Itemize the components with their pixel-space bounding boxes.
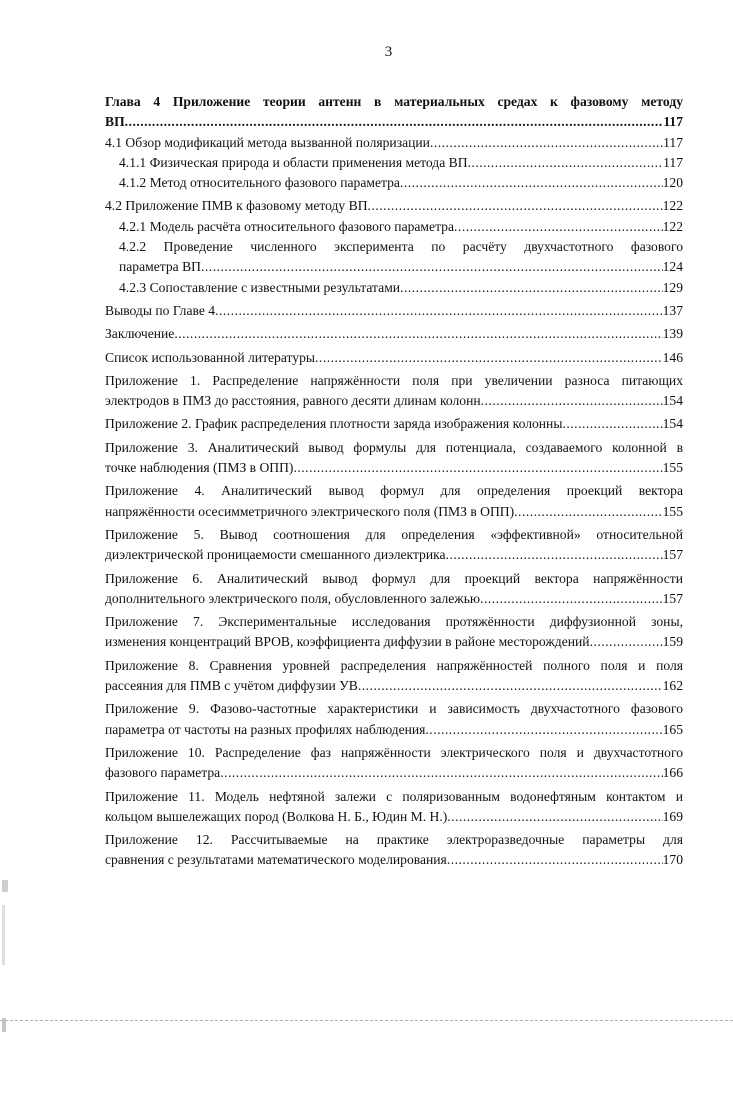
toc-entry-line: Приложение 1. Распределение напряжённости поля при увеличении разноса питающих (105, 372, 683, 388)
toc-page-number: 170 (662, 852, 683, 868)
toc-page-number: 154 (662, 416, 683, 432)
toc-entry-line: Приложение 6. Аналитический вывод формул для проекций вектора напряжённости (105, 570, 683, 586)
toc-entry (105, 278, 683, 298)
toc-page-number: 157 (662, 590, 683, 606)
toc-entry-title: 4.2 Приложение ПМВ к фазовому методу ВП (105, 198, 368, 214)
toc-leader-dots (430, 133, 663, 153)
toc-leader-dots (562, 414, 662, 434)
toc-entry-last-line (105, 112, 683, 132)
toc-leader-dots (400, 173, 663, 193)
toc-page-number: 146 (662, 349, 683, 365)
toc-entry-last-line (105, 589, 683, 609)
toc-entry-last-line (105, 414, 683, 434)
toc-entry-last-line (105, 301, 683, 321)
toc-entry-title: изменения концентраций ВРОВ, коэффициента диффузии в районе месторождений (105, 634, 590, 650)
toc-entry-last-line (119, 173, 683, 193)
toc-entry-line: 4.2.2 Проведение численного эксперимента по расчёту двухчастотного фазового (119, 239, 683, 255)
toc-entry-title: ВП (105, 114, 125, 130)
toc-leader-dots (125, 112, 664, 132)
toc-page-number: 117 (663, 134, 683, 150)
toc-entry-last-line (105, 348, 683, 368)
margin-stamp-mark (2, 880, 8, 892)
toc-entry-last-line (105, 196, 683, 216)
toc-entry-title: фазового параметра (105, 765, 221, 781)
toc-page-number: 169 (662, 808, 683, 824)
toc-entry (105, 371, 683, 412)
toc-entry-last-line (105, 850, 683, 870)
toc-entry (105, 569, 683, 610)
toc-entry (105, 217, 683, 237)
toc-leader-dots (514, 502, 662, 522)
toc-leader-dots (454, 217, 663, 237)
toc-entry (105, 92, 683, 133)
toc-entry-title: параметра от частоты на разных профилях наблюдения (105, 721, 426, 737)
toc-entry-last-line (105, 133, 683, 153)
toc-entry-last-line (105, 324, 683, 344)
toc-entry-line: Приложение 3. Аналитический вывод формулы для потенциала, создаваемого колонной в (105, 439, 683, 455)
toc-entry (105, 153, 683, 173)
toc-entry-line: Приложение 8. Сравнения уровней распределения напряжённостей полного поля и поля (105, 657, 683, 673)
toc-page-number: 155 (662, 503, 683, 519)
toc-entry-title: 4.2.3 Сопоставление с известными результатами (119, 279, 401, 295)
toc-leader-dots (468, 153, 664, 173)
toc-leader-dots (368, 196, 663, 216)
toc-entry-last-line (119, 217, 683, 237)
toc-entry (105, 237, 683, 278)
toc-entry (105, 656, 683, 697)
toc-entry (105, 133, 683, 153)
toc-leader-dots (358, 676, 663, 696)
toc-entry-title: Список использованной литературы (105, 349, 316, 365)
toc-entry-title: точке наблюдения (ПМЗ в ОПП) (105, 460, 294, 476)
toc-entry-title: дополнительного электрического поля, обусловленного залежью (105, 590, 481, 606)
toc-entry (105, 787, 683, 828)
toc-entry-last-line (119, 153, 683, 173)
toc-leader-dots (590, 632, 663, 652)
toc-page-number: 139 (662, 326, 683, 342)
toc-entry-title: напряжённости осесимметричного электрического поля (ПМЗ в ОПП) (105, 503, 515, 519)
toc-page-number: 137 (662, 302, 683, 318)
toc-entry-last-line (105, 807, 683, 827)
toc-entry-title: электродов в ПМЗ до расстояния, равного десяти длинам колонн (105, 393, 481, 409)
toc-entry-last-line (105, 676, 683, 696)
toc-entry-last-line (119, 278, 683, 298)
toc-entry (105, 612, 683, 653)
scan-edge-line (0, 1020, 733, 1021)
toc-entry-line: Приложение 4. Аналитический вывод формул для определения проекций вектора (105, 483, 683, 499)
toc-entry-title: 4.1 Обзор модификаций метода вызванной поляризации (105, 134, 430, 150)
toc-page-number: 122 (662, 198, 683, 214)
toc-entry-last-line (105, 502, 683, 522)
toc-entry-title: 4.1.2 Метод относительного фазового параметра (119, 175, 400, 191)
toc-entry-title: Приложение 2. График распределения плотности заряда изображения колонны (105, 416, 563, 432)
toc-page-number: 162 (662, 678, 683, 694)
toc-entry (105, 324, 683, 344)
toc-entry-title: Заключение (105, 326, 175, 342)
toc-entry-title: параметра ВП (119, 259, 201, 275)
toc-entry (105, 301, 683, 321)
toc-leader-dots (400, 278, 663, 298)
toc-entry (105, 830, 683, 871)
toc-entry (105, 173, 683, 193)
toc-entry (105, 348, 683, 368)
toc-leader-dots (215, 301, 663, 321)
toc-entry-last-line (105, 391, 683, 411)
toc-entry-line: Приложение 5. Вывод соотношения для определения «эффективной» относительной (105, 526, 683, 542)
toc-entry-last-line (105, 720, 683, 740)
toc-leader-dots (174, 324, 662, 344)
toc-entry (105, 525, 683, 566)
page-number: 3 (384, 44, 393, 60)
toc-entry-title: рассеяния для ПМВ с учётом диффузии УВ (105, 678, 358, 694)
toc-leader-dots (315, 348, 663, 368)
toc-entry (105, 414, 683, 434)
toc-entry-last-line (119, 257, 683, 277)
toc-entry (105, 699, 683, 740)
toc-entry-last-line (105, 458, 683, 478)
table-of-contents (105, 92, 683, 871)
toc-entry-last-line (105, 545, 683, 565)
toc-leader-dots (220, 763, 662, 783)
toc-page-number: 129 (662, 279, 683, 295)
toc-page-number: 124 (662, 259, 683, 275)
toc-page-number: 122 (662, 218, 683, 234)
toc-entry (105, 438, 683, 479)
toc-page-number: 117 (663, 154, 683, 170)
toc-entry-line: Глава 4 Приложение теории антенн в материальных средах к фазовому методу (105, 94, 683, 109)
toc-leader-dots (293, 458, 662, 478)
toc-entry-line: Приложение 11. Модель нефтяной залежи с поляризованным водонефтяным контактом и (105, 788, 683, 804)
toc-entry (105, 743, 683, 784)
toc-leader-dots (447, 850, 663, 870)
toc-entry-last-line (105, 632, 683, 652)
toc-entry-line: Приложение 9. Фазово-частотные характеристики и зависимость двухчастотного фазового (105, 701, 683, 717)
toc-page-number: 154 (662, 393, 683, 409)
toc-entry (105, 481, 683, 522)
toc-entry-line: Приложение 12. Рассчитываемые на практике электроразведочные параметры для (105, 832, 683, 848)
toc-entry-line: Приложение 10. Распределение фаз напряжённости электрического поля и двухчастотного (105, 744, 683, 760)
toc-leader-dots (446, 545, 663, 565)
toc-entry-title: диэлектрической проницаемости смешанного диэлектрика (105, 547, 446, 563)
toc-entry-line: Приложение 7. Экспериментальные исследования протяжённости диффузионной зоны, (105, 614, 683, 630)
toc-page-number: 157 (662, 547, 683, 563)
toc-entry-last-line (105, 763, 683, 783)
toc-entry-title: Выводы по Главе 4 (105, 302, 216, 318)
toc-entry-title: 4.1.1 Физическая природа и области применения метода ВП (119, 154, 468, 170)
toc-page-number: 155 (662, 460, 683, 476)
toc-page-number: 159 (662, 634, 683, 650)
margin-stamp-mark (2, 905, 5, 965)
toc-page-number: 165 (662, 721, 683, 737)
toc-leader-dots (480, 589, 663, 609)
toc-page-number: 120 (662, 175, 683, 191)
toc-page-number: 117 (663, 114, 683, 130)
toc-entry-title: 4.2.1 Модель расчёта относительного фазового параметра (119, 218, 455, 234)
toc-entry-title: сравнения с результатами математического моделирования (105, 852, 447, 868)
toc-leader-dots (447, 807, 662, 827)
toc-leader-dots (425, 720, 662, 740)
toc-leader-dots (481, 391, 663, 411)
toc-entry-title: кольцом вышележащих пород (Волкова Н. Б., Юдин М. Н.) (105, 808, 448, 824)
toc-page-number: 166 (662, 765, 683, 781)
toc-leader-dots (201, 257, 663, 277)
toc-entry (105, 196, 683, 216)
